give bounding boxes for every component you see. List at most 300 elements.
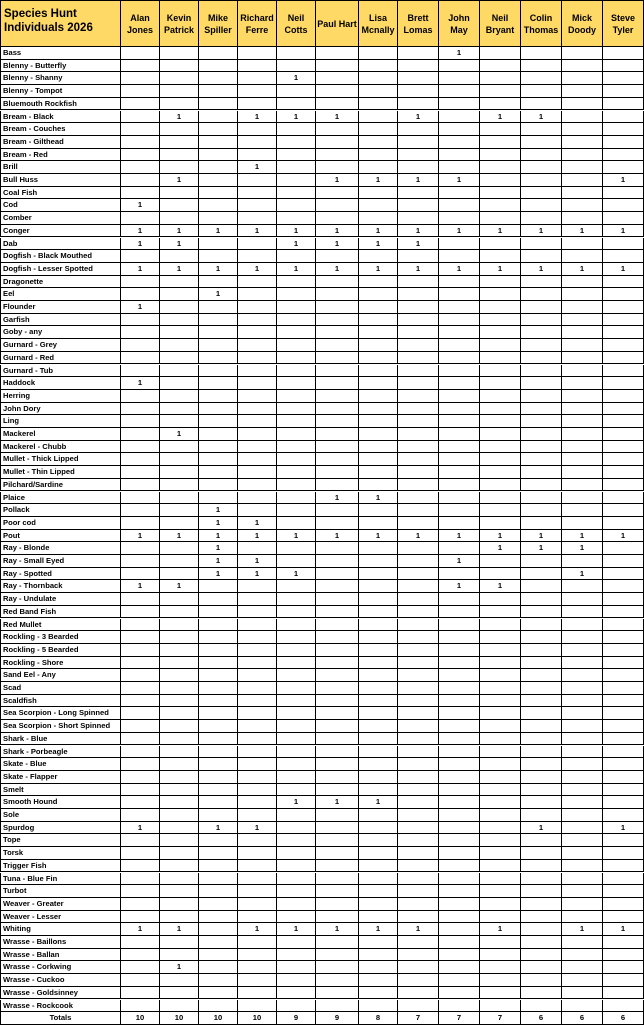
catch-cell [359,961,398,974]
catch-cell [562,85,603,98]
catch-cell [480,593,521,606]
catch-cell [603,555,644,568]
species-name: Scaldfish [0,695,121,708]
catch-cell [238,657,277,670]
species-name: Rockling - Shore [0,657,121,670]
catch-cell [480,961,521,974]
catch-cell: 1 [199,517,238,530]
catch-cell: 1 [238,225,277,238]
catch-cell [480,415,521,428]
catch-cell [521,746,562,759]
catch-cell [316,504,359,517]
catch-cell [603,885,644,898]
species-name: Wrasse - Goldsinney [0,987,121,1000]
catch-cell [277,580,316,593]
catch-cell [316,136,359,149]
species-name: Rockling - 3 Bearded [0,631,121,644]
catch-cell [277,771,316,784]
catch-cell [521,377,562,390]
catch-cell [521,758,562,771]
catch-cell [238,479,277,492]
catch-cell [521,326,562,339]
catch-cell [359,631,398,644]
species-name: Wrasse - Corkwing [0,961,121,974]
person-first-name: Alan [130,12,150,23]
catch-cell [160,352,199,365]
catch-cell [359,606,398,619]
catch-cell [521,415,562,428]
catch-cell [521,403,562,416]
catch-cell [398,492,439,505]
catch-cell [160,479,199,492]
catch-cell [398,441,439,454]
catch-cell [160,809,199,822]
catch-cell [277,288,316,301]
catch-cell [160,669,199,682]
catch-cell [199,466,238,479]
catch-cell [121,873,160,886]
catch-cell [199,936,238,949]
catch-cell [398,504,439,517]
catch-cell [277,961,316,974]
catch-cell [316,669,359,682]
species-name: Tope [0,834,121,847]
catch-cell [199,390,238,403]
catch-cell [277,898,316,911]
person-first-name: Brett [407,12,429,23]
catch-cell [277,403,316,416]
catch-cell: 1 [316,111,359,124]
catch-cell [277,631,316,644]
species-name: Ray - Spotted [0,568,121,581]
catch-cell [439,453,480,466]
species-name: Blenny - Shanny [0,72,121,85]
catch-cell [160,365,199,378]
catch-cell [160,936,199,949]
catch-cell [480,250,521,263]
species-name: Blenny - Butterfly [0,60,121,73]
species-name: Gurnard - Red [0,352,121,365]
column-header [277,0,316,47]
catch-cell [277,644,316,657]
total-cell: 10 [160,1012,199,1025]
catch-cell [439,593,480,606]
species-name: Wrasse - Cuckoo [0,974,121,987]
species-name: Ray - Thornback [0,580,121,593]
catch-cell [121,123,160,136]
catch-cell [316,771,359,784]
catch-cell [480,212,521,225]
catch-cell [160,123,199,136]
catch-cell [316,898,359,911]
catch-cell [439,606,480,619]
catch-cell [562,771,603,784]
catch-cell [199,631,238,644]
catch-cell [316,542,359,555]
catch-cell [316,911,359,924]
catch-cell: 1 [199,530,238,543]
catch-cell [160,415,199,428]
catch-cell: 1 [199,568,238,581]
catch-cell [359,847,398,860]
catch-cell [603,288,644,301]
catch-cell [480,657,521,670]
catch-cell [238,415,277,428]
catch-cell [160,631,199,644]
catch-cell [316,250,359,263]
catch-cell [359,441,398,454]
catch-cell [480,873,521,886]
catch-cell [359,657,398,670]
catch-cell [398,479,439,492]
catch-cell [480,771,521,784]
catch-cell [521,314,562,327]
catch-cell [562,326,603,339]
catch-cell [238,1000,277,1013]
catch-cell [480,339,521,352]
catch-cell [160,987,199,1000]
catch-cell [439,847,480,860]
catch-cell [121,365,160,378]
catch-cell [480,199,521,212]
catch-cell [398,352,439,365]
catch-cell [562,403,603,416]
total-cell: 7 [398,1012,439,1025]
species-name: Conger [0,225,121,238]
catch-cell [121,949,160,962]
catch-cell [521,288,562,301]
catch-cell [121,834,160,847]
catch-cell [160,199,199,212]
catch-cell [398,580,439,593]
catch-cell [521,98,562,111]
catch-cell [398,149,439,162]
species-name: Bass [0,47,121,60]
catch-cell [603,949,644,962]
catch-cell [480,898,521,911]
species-name: Ray - Small Eyed [0,555,121,568]
catch-cell [480,238,521,251]
catch-cell [277,682,316,695]
catch-cell [160,707,199,720]
catch-cell [521,961,562,974]
catch-cell [199,98,238,111]
catch-cell [199,415,238,428]
catch-cell [121,85,160,98]
catch-cell [238,847,277,860]
catch-cell [603,238,644,251]
catch-cell: 1 [521,822,562,835]
catch-cell [199,161,238,174]
catch-cell [277,301,316,314]
catch-cell: 1 [277,225,316,238]
catch-cell [439,707,480,720]
catch-cell [521,733,562,746]
catch-cell [277,695,316,708]
species-name: Goby - any [0,326,121,339]
catch-cell [521,987,562,1000]
species-name: Coal Fish [0,187,121,200]
catch-cell [439,974,480,987]
species-name: Garfish [0,314,121,327]
catch-cell [359,365,398,378]
person-first-name: Neil [491,12,509,23]
catch-cell [521,517,562,530]
catch-cell [277,47,316,60]
catch-cell [160,161,199,174]
catch-cell [199,657,238,670]
catch-cell [160,250,199,263]
catch-cell: 1 [359,225,398,238]
catch-cell [316,60,359,73]
catch-cell [521,911,562,924]
catch-cell [398,809,439,822]
catch-cell [439,936,480,949]
catch-cell [160,136,199,149]
catch-cell [562,974,603,987]
catch-cell [277,873,316,886]
species-name: Rockling - 5 Bearded [0,644,121,657]
catch-cell [480,949,521,962]
catch-cell [603,415,644,428]
catch-cell [121,161,160,174]
catch-cell [398,161,439,174]
catch-cell [277,1000,316,1013]
person-first-name: Steve [610,12,636,23]
catch-cell [160,504,199,517]
catch-cell [277,619,316,632]
catch-cell [359,326,398,339]
catch-cell [439,885,480,898]
catch-cell [562,123,603,136]
catch-cell [199,276,238,289]
catch-cell [439,961,480,974]
species-name: Bream - Black [0,111,121,124]
catch-cell [316,199,359,212]
catch-cell [359,834,398,847]
catch-cell [521,276,562,289]
catch-cell [562,695,603,708]
catch-cell: 1 [480,923,521,936]
catch-cell [359,504,398,517]
catch-cell [160,212,199,225]
catch-cell [199,606,238,619]
catch-cell: 1 [562,225,603,238]
catch-cell [238,784,277,797]
column-header [359,0,398,47]
species-name: Sea Scorpion - Long Spinned [0,707,121,720]
catch-cell [603,352,644,365]
catch-cell [398,911,439,924]
catch-cell [603,911,644,924]
catch-cell [359,85,398,98]
catch-cell [480,403,521,416]
catch-cell [359,580,398,593]
catch-cell: 1 [199,225,238,238]
species-name: Dab [0,238,121,251]
catch-cell [238,72,277,85]
catch-cell: 1 [398,111,439,124]
catch-cell [160,834,199,847]
catch-cell [562,314,603,327]
catch-cell [521,771,562,784]
catch-cell [439,60,480,73]
catch-cell [603,428,644,441]
catch-cell [277,517,316,530]
catch-cell [521,873,562,886]
catch-cell [480,441,521,454]
catch-cell [199,238,238,251]
catch-cell [603,98,644,111]
species-name: Gurnard - Grey [0,339,121,352]
catch-cell [398,796,439,809]
species-name: Ray - Blonde [0,542,121,555]
catch-cell [277,555,316,568]
catch-cell: 1 [199,288,238,301]
catch-cell [121,390,160,403]
catch-cell [521,301,562,314]
catch-cell [439,682,480,695]
catch-cell [480,746,521,759]
catch-cell [398,707,439,720]
species-name: Spurdog [0,822,121,835]
catch-cell [603,961,644,974]
species-name: Ling [0,415,121,428]
catch-cell [316,974,359,987]
catch-cell [521,187,562,200]
catch-cell [199,60,238,73]
catch-cell: 1 [277,111,316,124]
catch-cell: 1 [277,796,316,809]
catch-cell [238,707,277,720]
catch-cell [277,707,316,720]
catch-cell [238,403,277,416]
catch-cell: 1 [238,111,277,124]
catch-cell [521,72,562,85]
catch-cell [238,98,277,111]
catch-cell [121,174,160,187]
catch-cell [603,85,644,98]
catch-cell [359,949,398,962]
catch-cell [277,834,316,847]
catch-cell [521,669,562,682]
catch-cell: 1 [238,161,277,174]
catch-cell [439,644,480,657]
catch-cell [277,174,316,187]
catch-cell [160,974,199,987]
catch-cell [439,923,480,936]
catch-cell [398,403,439,416]
catch-cell [316,784,359,797]
catch-cell [359,619,398,632]
catch-cell [562,796,603,809]
catch-cell [480,1000,521,1013]
catch-cell: 1 [316,923,359,936]
catch-cell [316,98,359,111]
catch-cell [121,758,160,771]
catch-cell [439,339,480,352]
catch-cell [359,593,398,606]
catch-cell [398,466,439,479]
catch-cell [521,60,562,73]
catch-cell [398,949,439,962]
catch-cell [398,885,439,898]
catch-cell [562,453,603,466]
catch-cell [316,555,359,568]
catch-cell [238,949,277,962]
catch-cell [238,796,277,809]
catch-cell [277,85,316,98]
catch-cell [398,936,439,949]
catch-cell [562,72,603,85]
catch-cell [359,161,398,174]
catch-cell [277,149,316,162]
catch-cell [480,974,521,987]
catch-cell [562,377,603,390]
catch-cell [160,60,199,73]
catch-cell [121,288,160,301]
catch-cell [521,644,562,657]
catch-cell [562,593,603,606]
catch-cell [277,390,316,403]
catch-cell [121,466,160,479]
catch-cell [562,365,603,378]
catch-cell [562,936,603,949]
catch-cell: 1 [603,530,644,543]
catch-cell [359,72,398,85]
catch-cell [603,593,644,606]
catch-cell [439,187,480,200]
catch-cell [316,707,359,720]
total-cell: 7 [439,1012,480,1025]
catch-cell: 1 [160,225,199,238]
catch-cell [521,834,562,847]
catch-cell [603,758,644,771]
catch-cell [480,517,521,530]
catch-cell [199,403,238,416]
catch-cell [521,657,562,670]
catch-cell: 1 [359,492,398,505]
catch-cell [603,47,644,60]
catch-cell [160,453,199,466]
catch-cell [316,212,359,225]
catch-cell [439,123,480,136]
person-first-name: Colin [529,12,553,23]
catch-cell [121,974,160,987]
column-header [316,0,359,47]
catch-cell [316,517,359,530]
catch-cell [199,174,238,187]
catch-cell [480,428,521,441]
catch-cell [398,326,439,339]
species-name: Mackerel - Chubb [0,441,121,454]
catch-cell [359,339,398,352]
catch-cell [359,707,398,720]
catch-cell [121,314,160,327]
catch-cell [160,72,199,85]
catch-cell [562,644,603,657]
catch-cell [199,796,238,809]
catch-cell: 1 [121,263,160,276]
catch-cell [398,123,439,136]
catch-cell: 1 [521,542,562,555]
catch-cell [238,758,277,771]
catch-cell [277,123,316,136]
catch-cell [439,149,480,162]
catch-cell: 1 [238,568,277,581]
catch-cell [439,326,480,339]
species-name: Red Mullet [0,619,121,632]
